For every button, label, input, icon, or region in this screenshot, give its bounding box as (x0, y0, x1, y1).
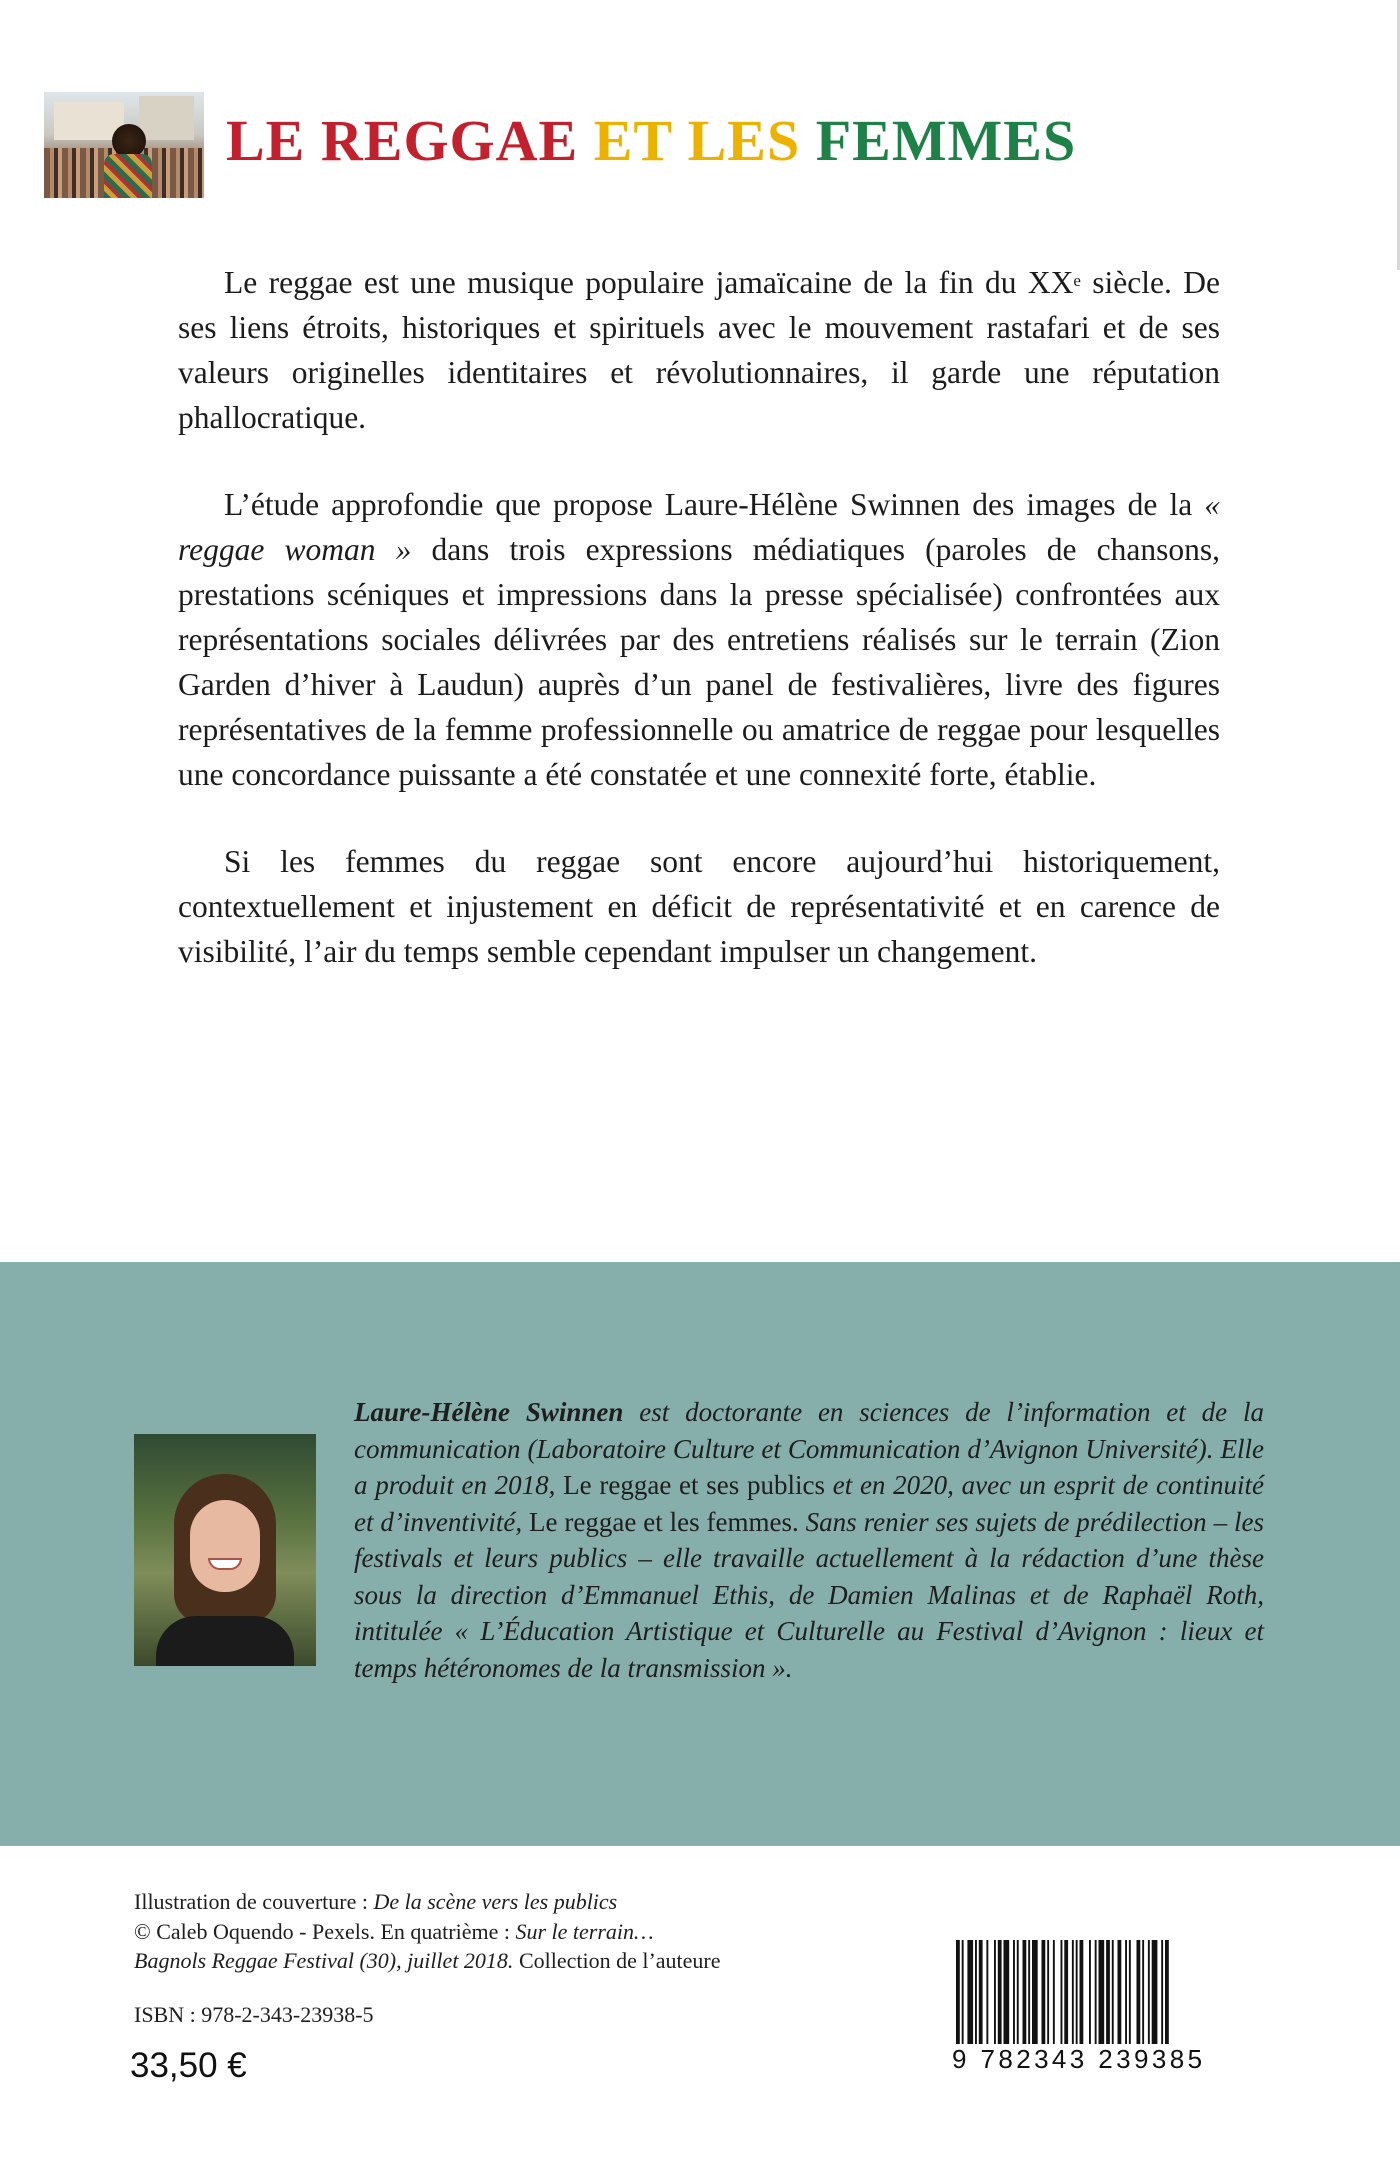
barcode-bar (1064, 1940, 1068, 2044)
barcode-bar (1032, 1940, 1038, 2044)
barcode-bar (1099, 1940, 1105, 2044)
book-reference-2: Le reggae et les femmes. (529, 1506, 799, 1537)
barcode-bar (1004, 1940, 1010, 2044)
barcode-bar (962, 1940, 964, 2044)
price: 33,50 € (130, 2046, 247, 2085)
barcode-bar (1152, 1940, 1158, 2044)
barcode-bar (1047, 1940, 1049, 2044)
barcode-bar (1148, 1940, 1150, 2044)
summary-paragraph-2: L’étude approfondie que propose Laure-Hélène Swinnen des images de la « reggae woman » dans trois expressions médiatiques (paroles de chansons, prestations scéniques et impressions dans la presse spécialisée) confrontées aux représentations sociales délivrées par des entretiens réalisés sur le terrain (Zion Garden d’hiver à Laudun) auprès d’un panel de festivalières, livre des figures représentatives de la femme professionnelle ou amatrice de reggae pour lesquelles une concordance puissante a été constatée et une connexité forte, établie. (178, 487, 1221, 792)
barcode-bar (994, 1940, 996, 2044)
barcode-bar (1072, 1940, 1074, 2044)
book-title (226, 108, 1077, 173)
title-part-green: FEMMES (815, 108, 1077, 173)
barcode-bar (979, 1940, 983, 2044)
barcode-bar (1013, 1940, 1015, 2044)
barcode-bar (975, 1940, 977, 2044)
barcode-bar (986, 1940, 988, 2044)
barcode-digits: 9 782343 239385 (952, 2044, 1206, 2074)
author-bio: Laure-Hélène Swinnen est doctorante en sciences de l’information et de la communication (Laboratoire Culture et Communication d’Avignon Université). Elle a produit en 2018, Le reggae et ses publics et en 2020, avec un esprit de continuité et d’inventivité, Le reggae et les femmes. Sans renier ses sujets de prédilection – les festivals et leurs publics – elle travaille actuellement à la rédaction d’une thèse sous la direction d’Emmanuel Ethis, de Damien Malinas et de Raphaël Roth, intitulée « L’Éducation Artistique et Culturelle au Festival d’Avignon : lieux et temps hétéronomes de la transmission ». (354, 1397, 1264, 1683)
barcode-bar (1095, 1940, 1097, 2044)
barcode-bar (1053, 1940, 1055, 2044)
barcode-bar (1080, 1940, 1084, 2044)
barcode-bar (1042, 1940, 1046, 2044)
isbn: ISBN : 978-2-343-23938-5 (134, 2002, 374, 2027)
barcode-bar (956, 1940, 960, 2044)
barcode-bar (998, 1940, 1002, 2044)
book-reference-1: Le reggae et ses publics (563, 1470, 825, 1500)
cover-credits: Illustration de couverture : De la scène vers les publics © Caleb Oquendo - Pexels. En quatrième : Sur le terrain… Bagnols Reggae Festival (30), juillet 2018. Collection de l’auteure (134, 1889, 721, 1973)
barcode-bar (1028, 1940, 1030, 2044)
barcode-bar (1017, 1940, 1019, 2044)
barcode-bar (1089, 1940, 1091, 2044)
barcode-bar (1161, 1940, 1163, 2044)
book-summary (178, 260, 1220, 1016)
barcode-bar (1129, 1940, 1131, 2044)
barcode-bar (1137, 1940, 1141, 2044)
barcode-bar (1106, 1940, 1110, 2044)
author-photo (134, 1434, 316, 1666)
title-part-yellow: ET LES (593, 108, 801, 173)
barcode-bar (1076, 1940, 1078, 2044)
festival-thumbnail-image (44, 92, 204, 198)
cover-header (44, 92, 1344, 202)
barcode-bar (1125, 1940, 1127, 2044)
barcode-bar (1142, 1940, 1144, 2044)
barcode-bar (1023, 1940, 1027, 2044)
barcode-bar (1165, 1940, 1169, 2044)
summary-paragraph-3: Si les femmes du reggae sont encore aujourd’hui historiquement, contextuellement et injustement en déficit de représentativité et en carence de visibilité, l’air du temps semble cependant impulser un changement. (178, 844, 1220, 969)
barcode-bar (1112, 1940, 1114, 2044)
author-name: Laure-Hélène Swinnen (354, 1397, 624, 1427)
summary-paragraph-1: Le reggae est une musique populaire jamaïcaine de la fin du XXe siècle. De ses liens étroits, historiques et spirituels avec le mouvement rastafari et de ses valeurs originelles identitaires et révolutionnaires, il garde une réputation phallocratique. (178, 265, 1220, 435)
barcode-bar (1118, 1940, 1122, 2044)
author-band (0, 1262, 1400, 1846)
barcode-bar (1061, 1940, 1063, 2044)
title-part-red: LE REGGAE (226, 108, 579, 173)
barcode-bar (967, 1940, 973, 2044)
